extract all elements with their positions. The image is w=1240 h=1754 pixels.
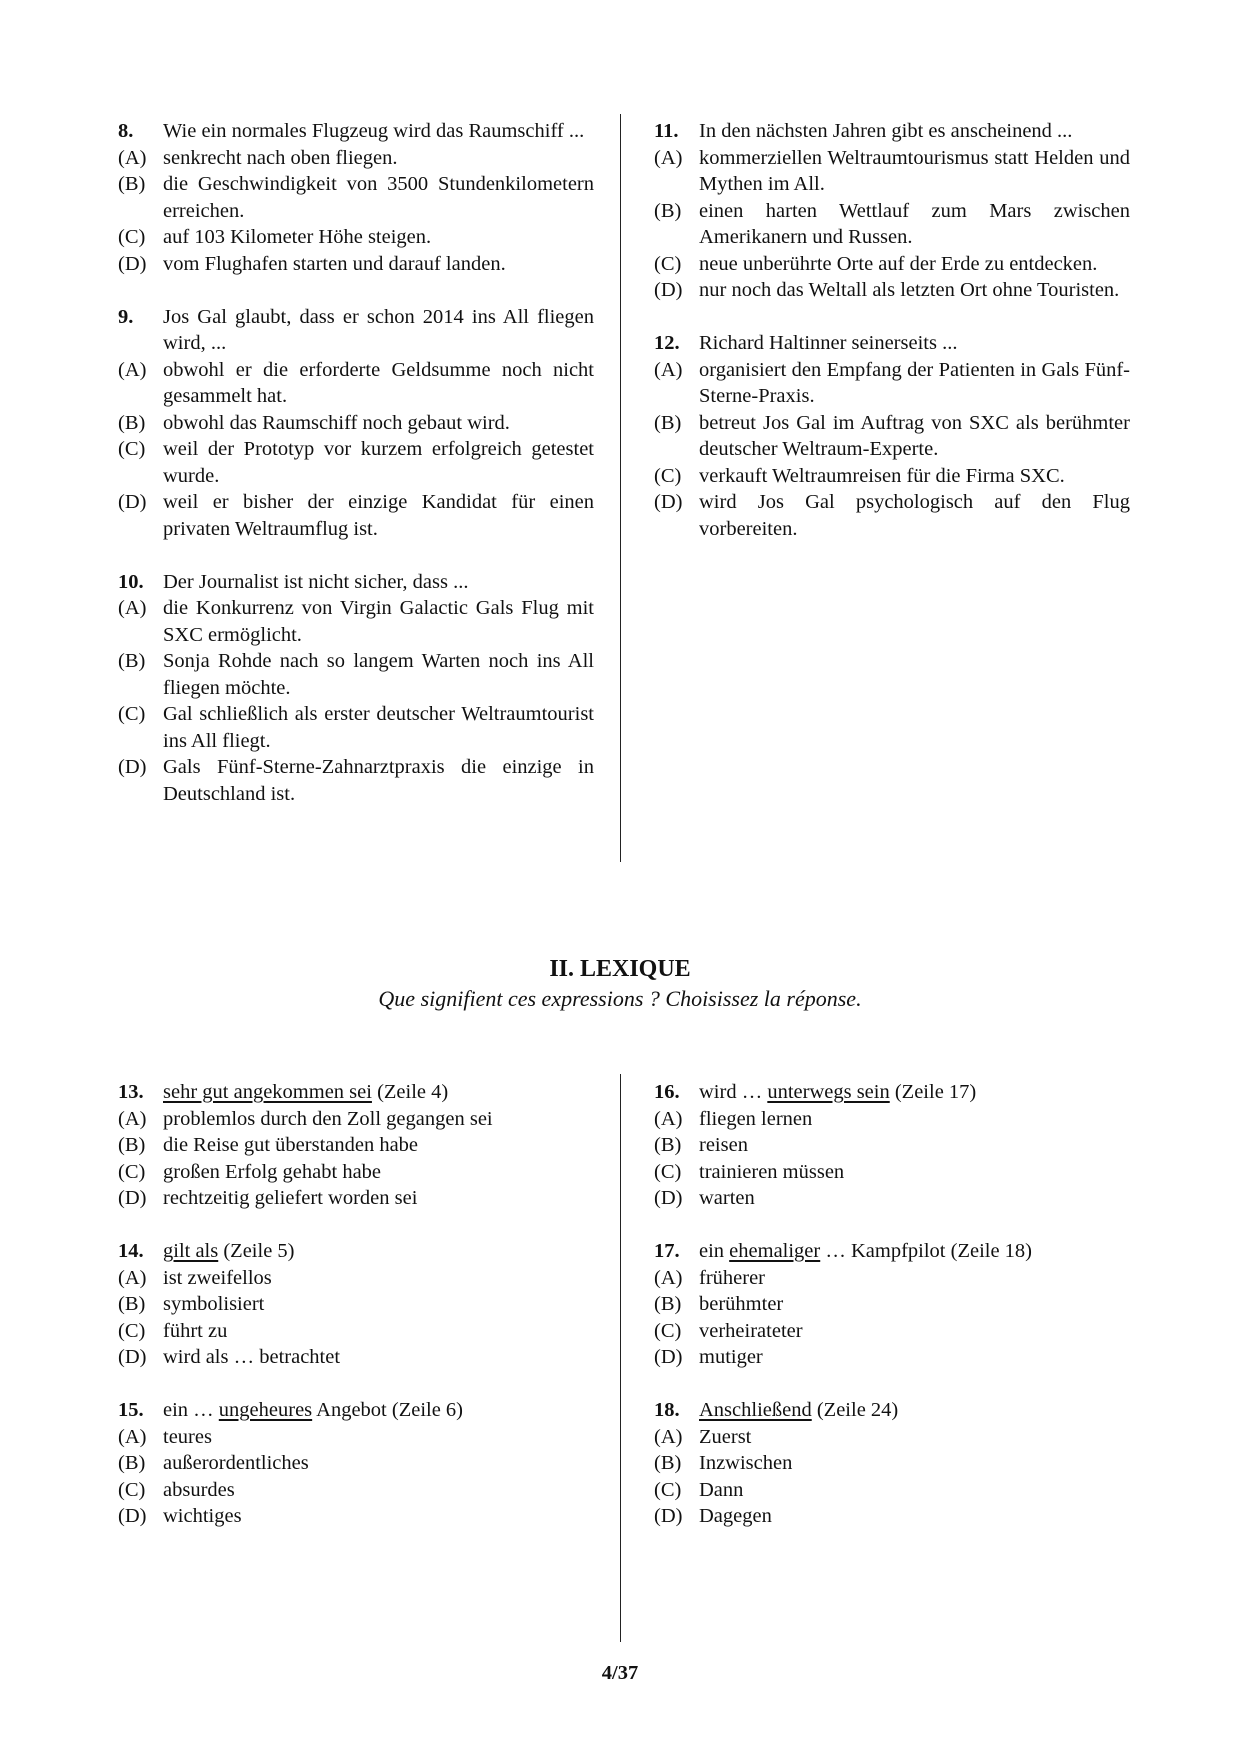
option-label: (B): [118, 1452, 146, 1474]
option-label: (A): [654, 1107, 683, 1130]
option-text: wird als … betrachtet: [163, 1346, 341, 1368]
option-label: (C): [654, 252, 682, 275]
option-label: (D): [118, 1346, 147, 1368]
option-text: weil er bisher der einzige Kandidat für einen privaten Weltraumflug ist.: [163, 491, 594, 540]
option-text: nur noch das Weltall als letzten Ort ohne Touristen.: [699, 279, 1120, 301]
option-label: (B): [654, 1134, 682, 1156]
question-11: [654, 118, 1130, 304]
option-label: (A): [118, 1266, 147, 1289]
stem-suffix: (Zeile 5): [218, 1240, 295, 1262]
option-text: Gal schließlich als erster deutscher Weltraumtourist ins All fliegt.: [163, 703, 594, 752]
question-stem: [163, 1238, 594, 1265]
option-text: reisen: [699, 1134, 748, 1156]
option-label: (A): [118, 146, 147, 169]
question-16: [654, 1079, 1130, 1212]
option-label: (A): [654, 146, 683, 169]
option-label: (C): [118, 226, 146, 248]
question-10: [118, 569, 594, 808]
option-label: (C): [654, 464, 682, 487]
option-text: verheirateter: [699, 1319, 803, 1342]
question-number: 9.: [118, 305, 134, 328]
option-text: kommerziellen Weltraumtourismus statt Helden und Mythen im All.: [699, 146, 1130, 195]
underlined-term: Anschließend: [699, 1399, 812, 1421]
option-label: (A): [654, 358, 683, 381]
option-label: (B): [118, 650, 146, 672]
question-stem: [699, 1397, 1130, 1424]
part2-right-column: [654, 1079, 1130, 1556]
option-text: früherer: [699, 1266, 766, 1289]
option-label: (D): [118, 491, 147, 513]
option-label: (D): [118, 252, 147, 275]
option-label: (C): [654, 1478, 682, 1501]
option-text: weil der Prototyp vor kurzem erfolgreich getestet wurde.: [163, 438, 594, 487]
question-number: 8.: [118, 120, 134, 142]
option-text: teures: [163, 1425, 212, 1448]
option-label: (B): [654, 411, 682, 434]
option-text: die Geschwindigkeit von 3500 Stundenkilometern erreichen.: [163, 173, 594, 222]
question-12: [654, 330, 1130, 542]
option-text: symbolisiert: [163, 1293, 265, 1315]
stem-suffix: (Zeile 24): [811, 1399, 899, 1421]
stem-prefix: ein: [699, 1240, 730, 1262]
stem-prefix: wird …: [699, 1081, 768, 1103]
section-title: II. LEXIQUE: [549, 956, 691, 982]
option-text: warten: [699, 1187, 755, 1209]
underlined-term: sehr gut angekommen sei: [163, 1081, 372, 1103]
option-text: berühmter: [699, 1293, 784, 1315]
option-label: (A): [118, 358, 147, 381]
option-label: (B): [654, 1452, 682, 1474]
question-number: 15.: [118, 1399, 144, 1421]
option-label: (D): [118, 1505, 147, 1527]
question-number: 11.: [654, 120, 679, 142]
option-label: (D): [118, 756, 147, 778]
option-text: wichtiges: [163, 1505, 242, 1527]
option-label: (A): [118, 1107, 147, 1130]
option-label: (C): [654, 1319, 682, 1342]
option-text: ist zweifellos: [163, 1266, 272, 1289]
option-text: fliegen lernen: [699, 1107, 813, 1130]
option-text: großen Erfolg gehabt habe: [163, 1160, 382, 1183]
option-label: (D): [654, 279, 683, 301]
question-18: [654, 1397, 1130, 1530]
question-stem: Wie ein normales Flugzeug wird das Raumschiff ...: [163, 120, 585, 142]
option-label: (D): [654, 1346, 683, 1368]
column-divider: [620, 114, 621, 862]
option-label: (C): [118, 1160, 146, 1183]
option-text: verkauft Weltraumreisen für die Firma SXC.: [699, 464, 1065, 487]
question-number: 14.: [118, 1240, 144, 1262]
option-label: (B): [118, 173, 146, 195]
underlined-term: ungeheures: [218, 1399, 313, 1421]
question-number: 12.: [654, 332, 680, 354]
option-text: betreut Jos Gal im Auftrag von SXC als berühmter deutscher Weltraum-Experte.: [699, 411, 1130, 460]
option-label: (D): [654, 1505, 683, 1527]
section-instructions: Que signifient ces expressions ? Choisissez la réponse.: [378, 986, 862, 1011]
underlined-term: gilt als: [163, 1240, 219, 1262]
option-text: Inzwischen: [699, 1452, 793, 1474]
option-text: rechtzeitig geliefert worden sei: [163, 1187, 418, 1209]
option-text: vom Flughafen starten und darauf landen.: [163, 252, 506, 275]
option-text: außerordentliches: [163, 1452, 309, 1474]
option-label: (A): [654, 1266, 683, 1289]
question-17: [654, 1238, 1130, 1371]
option-text: neue unberührte Orte auf der Erde zu entdecken.: [699, 252, 1098, 275]
part2-left-column: [118, 1079, 594, 1556]
option-label: (B): [118, 1293, 146, 1315]
option-text: einen harten Wettlauf zum Mars zwischen Amerikanern und Russen.: [699, 199, 1130, 248]
column-divider: [620, 1074, 621, 1642]
option-text: auf 103 Kilometer Höhe steigen.: [163, 226, 432, 248]
option-label: (B): [118, 1134, 146, 1156]
part1-right-column: [654, 118, 1130, 569]
option-label: (C): [654, 1160, 682, 1183]
question-stem: Jos Gal glaubt, dass er schon 2014 ins All fliegen wird, ...: [163, 305, 594, 354]
option-text: problemlos durch den Zoll gegangen sei: [163, 1107, 493, 1130]
option-text: Sonja Rohde nach so langem Warten noch ins All fliegen möchte.: [163, 650, 594, 699]
question-stem: In den nächsten Jahren gibt es anscheinend ...: [699, 120, 1073, 142]
stem-suffix: Angebot (Zeile 6): [312, 1399, 464, 1421]
stem-suffix: (Zeile 4): [371, 1081, 449, 1103]
question-stem: [699, 1238, 1130, 1265]
option-label: (D): [118, 1187, 147, 1209]
option-label: (A): [654, 1425, 683, 1448]
option-label: (C): [118, 438, 146, 460]
question-13: [118, 1079, 594, 1212]
option-text: Zuerst: [699, 1425, 752, 1448]
option-label: (D): [654, 491, 683, 513]
option-label: (A): [118, 1425, 147, 1448]
option-text: wird Jos Gal psychologisch auf den Flug vorbereiten.: [699, 491, 1130, 540]
question-stem: Der Journalist ist nicht sicher, dass ...: [163, 570, 469, 593]
option-text: absurdes: [163, 1478, 235, 1501]
stem-suffix: … Kampfpilot (Zeile 18): [820, 1240, 1033, 1262]
option-label: (C): [118, 1478, 146, 1501]
option-text: die Reise gut überstanden habe: [163, 1134, 419, 1156]
question-14: [118, 1238, 594, 1371]
question-15: [118, 1397, 594, 1530]
underlined-term: unterwegs sein: [767, 1081, 890, 1103]
stem-suffix: (Zeile 17): [889, 1081, 977, 1103]
question-number: 17.: [654, 1240, 680, 1262]
option-label: (B): [654, 1293, 682, 1315]
question-number: 16.: [654, 1081, 680, 1103]
option-text: Dagegen: [699, 1505, 772, 1527]
option-label: (C): [118, 1319, 146, 1342]
question-number: 18.: [654, 1399, 680, 1421]
question-number: 10.: [118, 570, 144, 593]
underlined-term: ehemaliger: [729, 1240, 821, 1262]
part1-left-column: [118, 118, 594, 834]
question-stem: Richard Haltinner seinerseits ...: [699, 332, 958, 354]
option-text: Dann: [699, 1478, 744, 1501]
option-text: obwohl er die erforderte Geldsumme noch nicht gesammelt hat.: [163, 358, 594, 407]
option-text: Gals Fünf-Sterne-Zahnarztpraxis die einzige in Deutschland ist.: [163, 756, 594, 805]
option-text: führt zu: [163, 1319, 228, 1342]
question-stem: [163, 1079, 594, 1106]
question-9: [118, 304, 594, 543]
question-number: 13.: [118, 1081, 144, 1103]
option-label: (D): [654, 1187, 683, 1209]
page-number: 4/37: [601, 1662, 639, 1684]
question-8: [118, 118, 594, 277]
option-label: (A): [118, 597, 147, 619]
stem-prefix: ein …: [163, 1399, 219, 1421]
option-text: obwohl das Raumschiff noch gebaut wird.: [163, 411, 510, 434]
question-stem: [699, 1079, 1130, 1106]
option-text: mutiger: [699, 1346, 763, 1368]
option-text: die Konkurrenz von Virgin Galactic Gals Flug mit SXC ermöglicht.: [163, 597, 594, 646]
option-label: (C): [118, 703, 146, 725]
option-text: senkrecht nach oben fliegen.: [163, 146, 398, 169]
option-text: trainieren müssen: [699, 1160, 845, 1183]
option-label: (B): [654, 199, 682, 222]
question-stem: [163, 1397, 594, 1424]
option-text: organisiert den Empfang der Patienten in Gals Fünf-Sterne-Praxis.: [699, 358, 1130, 407]
option-label: (B): [118, 411, 146, 434]
